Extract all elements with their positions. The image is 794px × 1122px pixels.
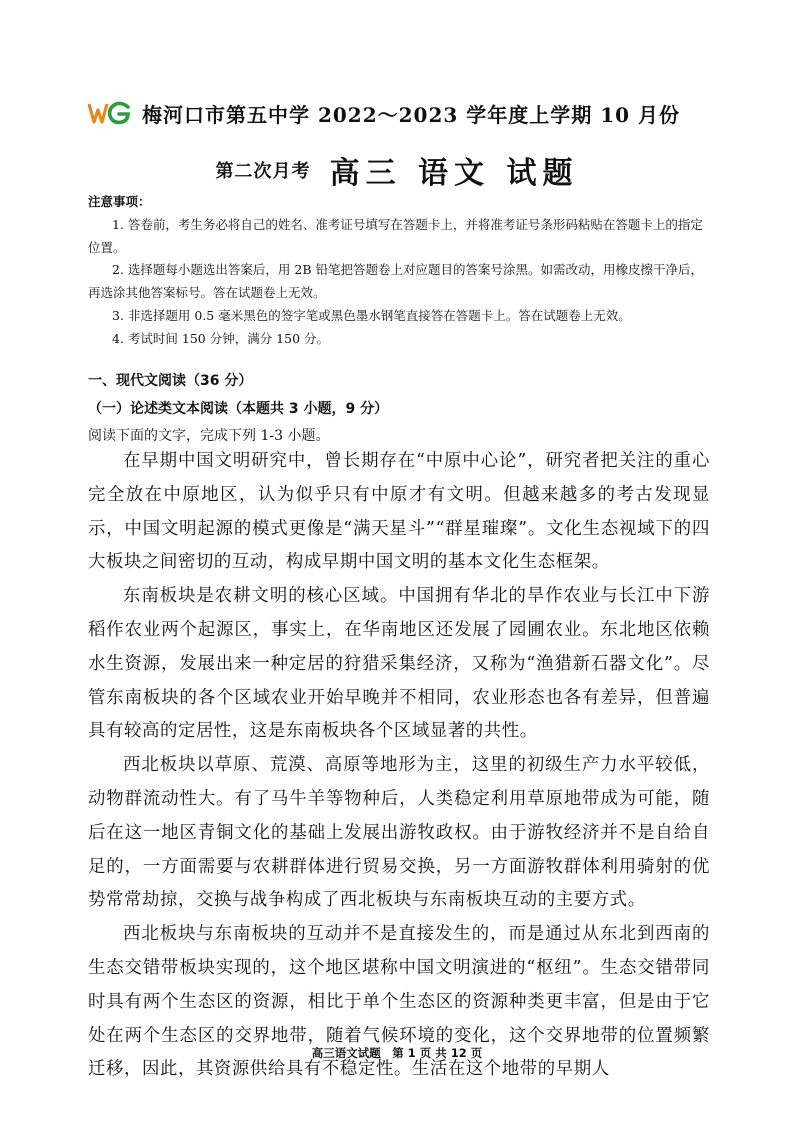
note-item: 1. 答卷前，考生务必将自己的姓名、准考证号填写在答题卡上，并将准考证号条形码粘贴在答题卡上的指定位置。 <box>88 216 703 255</box>
header <box>88 98 728 128</box>
reading-passage <box>88 445 710 1087</box>
notes-section <box>88 191 714 351</box>
exam-label: 第二次月考 <box>215 161 311 182</box>
passage-paragraph: 西北板块与东南板块的互动并不是直接发生的，而是通过从东北到西南的生态交错带板块实现的，这个地区堪称中国文明演进的“枢纽”。生态交错带同时具有两个生态区的资源，相比于单个生态区的资源种类更丰富，但是由于它处在两个生态区的交界地带，随着气候环境的变化，这个交界地带的位置频繁迁移，因此，其资源供给具有不稳定性。生活在这个地带的早期人 <box>88 924 710 1080</box>
notes-title: 注意事项： <box>88 194 151 209</box>
subsection-heading: （一）论述类文本阅读（本题共 3 小题，9 分） <box>88 401 389 417</box>
exam-title: 高三 语文 试题 <box>329 156 579 191</box>
school-logo <box>88 100 132 126</box>
reading-instruction: 阅读下面的文字，完成下列 1-3 小题。 <box>88 428 330 444</box>
passage-paragraph: 西北板块以草原、荒漠、高原等地形为主，这里的初级生产力水平较低，动物群流动性大。有了马牛羊等物种后，人类稳定利用草原地带成为可能，随后在这一地区青铜文化的基础上发展出游牧政权。由于游牧经济并不是自给自足的，一方面需要与农耕群体进行贸易交换，另一方面游牧群体利用骑射的优势常常劫掠，交换与战争构成了西北板块与东南板块互动的主要方式。 <box>88 755 710 911</box>
page-footer: 高三语文试题 第 1 页 共 12 页 <box>311 1046 483 1060</box>
school-title: 梅河口市第五中学 2022～2023 学年度上学期 10 月份 <box>142 102 681 127</box>
passage-paragraph: 在早期中国文明研究中，曾长期存在“中原中心论”，研究者把关注的重心完全放在中原地区，认为似乎只有中原才有文明。但越来越多的考古发现显示，中国文明起源的模式更像是“满天星斗”“群星璀璨”。文化生态视域下的四大板块之间密切的互动，构成早期中国文明的基本文化生态框架。 <box>88 451 710 573</box>
note-item: 2. 选择题每小题选出答案后，用 2B 铅笔把答题卷上对应题目的答案号涂黑。如需改动，用橡皮擦干净后，再选涂其他答案标号。答在试题卷上无效。 <box>88 262 703 301</box>
section-heading: 一、现代文阅读（36 分） <box>88 373 253 389</box>
note-item: 4. 考试时间 150 分钟，满分 150 分。 <box>112 330 330 346</box>
exam-title-line <box>0 148 794 192</box>
note-item: 3. 非选择题用 0.5 毫米黑色的签字笔或黑色墨水钢笔直接答在答题卡上。答在试题卷上无效。 <box>112 307 631 323</box>
passage-paragraph: 东南板块是农耕文明的核心区域。中国拥有华北的旱作农业与长江中下游稻作农业两个起源区，事实上，在华南地区还发展了园圃农业。东北地区依赖水生资源，发展出来一种定居的狩猎采集经济，又称为“渔猎新石器文化”。尽管东南板块的各个区域农业开始早晚并不相同，农业形态也各有差异，但普遍具有较高的定居性，这是东南板块各个区域显著的共性。 <box>88 586 710 742</box>
